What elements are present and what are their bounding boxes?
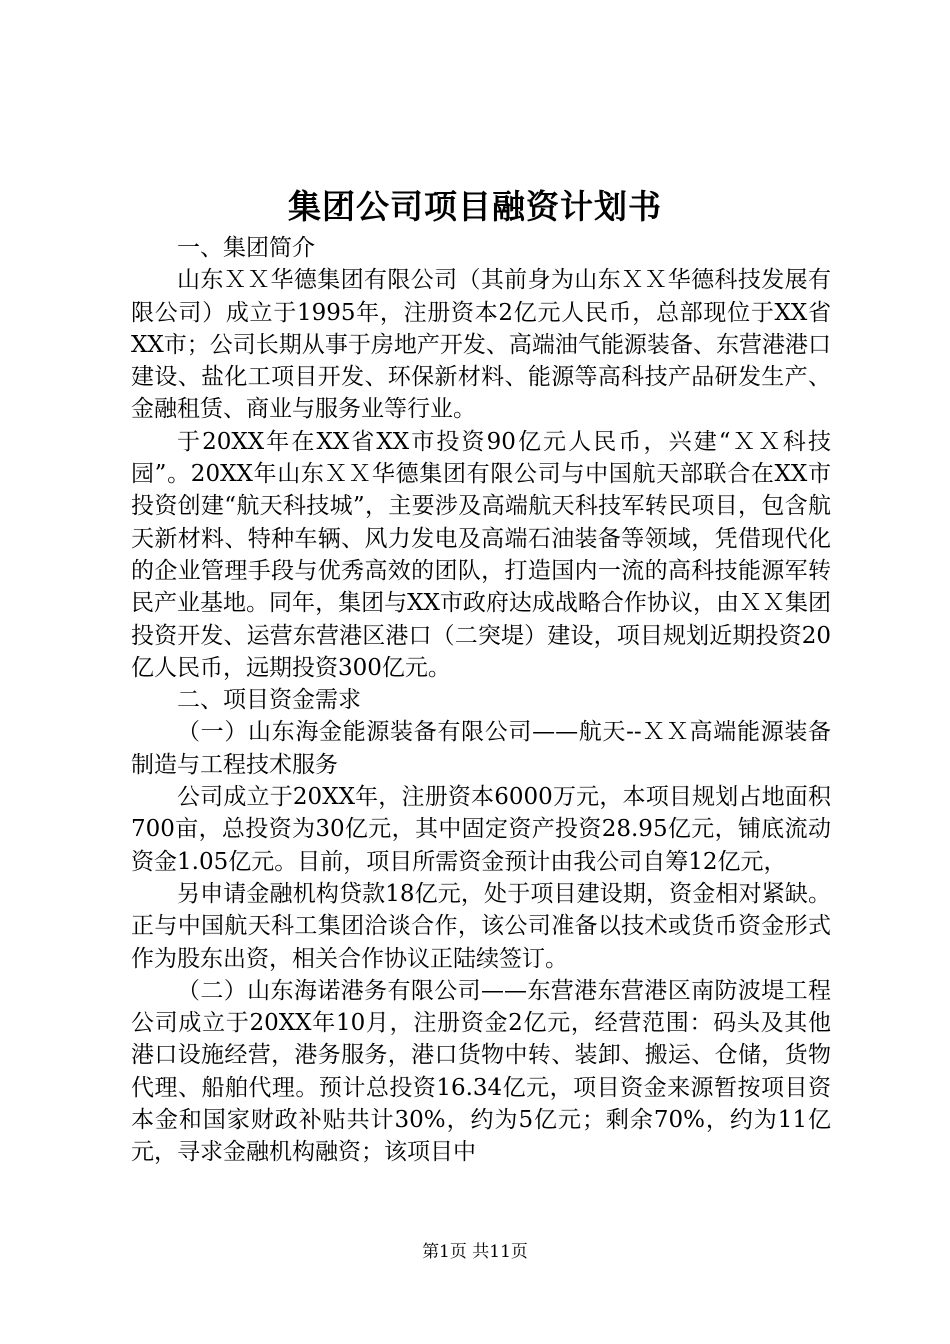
document-title: 集团公司项目融资计划书	[288, 187, 662, 226]
page-footer: 第1页 共11页	[422, 1242, 528, 1262]
paragraph-group-investment: 于20XX年在XX省XX市投资90亿元人民币，兴建“ＸＸ科技园”。20XX年山东ＸＸ华德集团有限公司与中国航天部联合在XX市投资创建“航天科技城”，主要涉及高端航天科技军转民项目，包含航天新材料、特种车辆、风力发电及高端石油装备等领域，凭借现代化的企业管理手段与优秀高效的团队，打造国内一流的高科技能源军转民产业基地。同年，集团与XX市政府达成战略合作协议，由ＸＸ集团投资开发、运营东营港区港口（二突堤）建设，项目规划近期投资20亿人民币，远期投资300亿元。	[131, 428, 831, 681]
subsection-heading-haijin: （一）山东海金能源装备有限公司——航天--ＸＸ高端能源装备制造与工程技术服务	[131, 719, 831, 778]
document-body	[131, 232, 831, 1169]
paragraph-hainuo-port: （二）山东海诺港务有限公司——东营港东营港区南防波堤工程公司成立于20XX年10月，注册资金2亿元，经营范围：码头及其他港口设施经营，港务服务，港口货物中转、装卸、搬运、仓储，货物代理、船舶代理。预计总投资16.34亿元，项目资金来源暂按项目资本金和国家财政补贴共计30%，约为5亿元；剩余70%，约为11亿元，寻求金融机构融资；该项目中	[131, 977, 831, 1166]
paragraph-group-overview: 山东ＸＸ华德集团有限公司（其前身为山东ＸＸ华德科技发展有限公司）成立于1995年，注册资本2亿元人民币，总部现位于XX省XX市；公司长期从事于房地产开发、高端油气能源装备、东营港港口建设、盐化工项目开发、环保新材料、能源等高科技产品研发生产、金融租赁、商业与服务业等行业。	[131, 267, 831, 423]
section-heading-funding-needs: 二、项目资金需求	[177, 687, 361, 714]
paragraph-haijin-details: 公司成立于20XX年，注册资本6000万元，本项目规划占地面积700亩，总投资为30亿元，其中固定资产投资28.95亿元，铺底流动资金1.05亿元。目前，项目所需资金预计由我公司自筹12亿元，	[131, 784, 831, 875]
paragraph-haijin-loan: 另申请金融机构贷款18亿元，处于项目建设期，资金相对紧缺。正与中国航天科工集团洽谈合作，该公司准备以技术或货币资金形式作为股东出资，相关合作协议正陆续签订。	[131, 880, 831, 972]
section-heading-group-intro: 一、集团简介	[177, 235, 315, 261]
